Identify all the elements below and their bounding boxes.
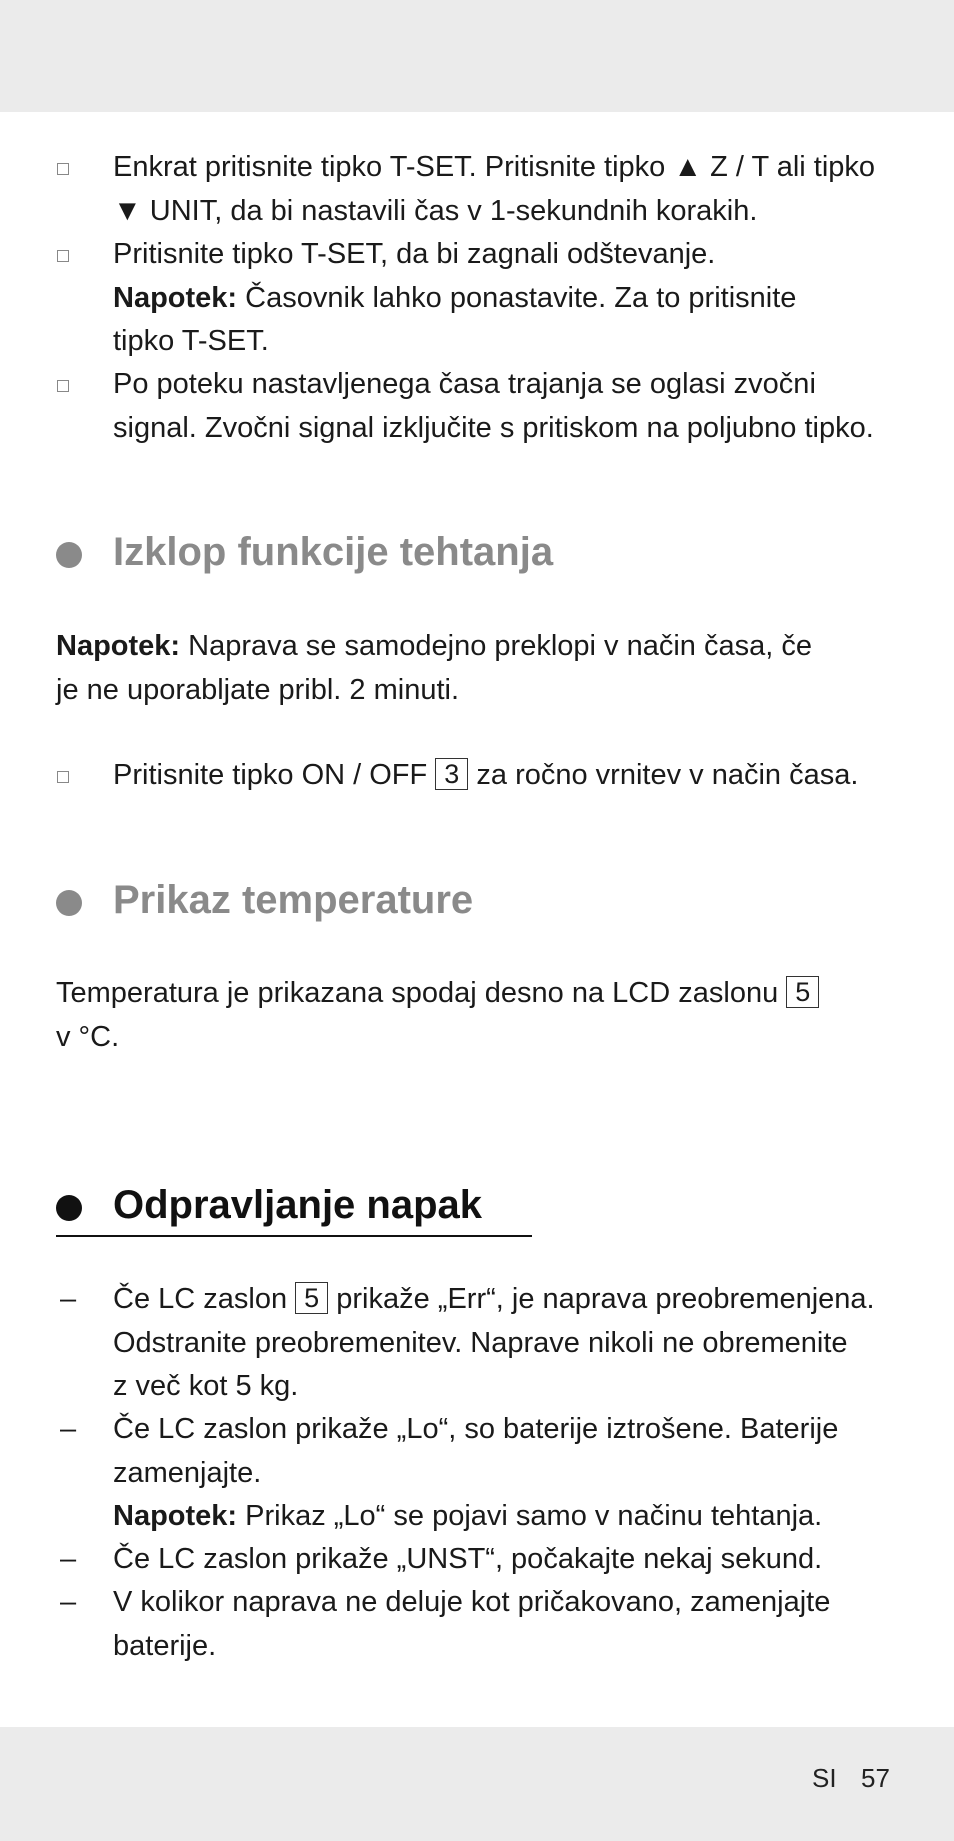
checkbox-bullet-icon <box>57 380 69 392</box>
reference-number-box: 5 <box>295 1282 328 1314</box>
dash-bullet: – <box>60 1413 77 1445</box>
step-2: Pritisnite tipko T-SET, da bi zagnali odštevanje. Napotek: Časovnik lahko ponastavite. Za to pritisnite tipko T-SET. <box>113 233 913 364</box>
step-on-off: Pritisnite tipko ON / OFF 3 za ročno vrnitev v način časa. <box>113 759 859 791</box>
section-heading: Izklop funkcije tehtanja <box>113 530 554 574</box>
section-heading: Odpravljanje napak <box>113 1183 483 1227</box>
section-bullet-icon <box>56 1195 82 1221</box>
section-bullet-icon <box>56 890 82 916</box>
reference-number-box: 5 <box>786 976 819 1008</box>
troubleshoot-item-3: Če LC zaslon prikaže „UNST“, počakajte nekaj sekund. <box>113 1543 823 1575</box>
dash-bullet: – <box>60 1586 77 1618</box>
troubleshoot-item-4: V kolikor naprava ne deluje kot pričakovano, zamenjajte baterije. <box>113 1586 831 1662</box>
reference-number-box: 3 <box>435 758 468 790</box>
step-3: Po poteku nastavljenega časa trajanja se oglasi zvočni signal. Zvočni signal izključite s pritiskom na poljubno tipko. <box>113 368 874 444</box>
troubleshoot-item-1: Če LC zaslon 5 prikaže „Err“, je naprava preobremenjena. Odstranite preobremenitev. Naprave nikoli ne obremenite z več kot 5 kg. <box>113 1283 875 1402</box>
checkbox-bullet-icon <box>57 771 69 783</box>
page-number: 57 <box>861 1763 890 1793</box>
footer-band <box>0 1727 954 1841</box>
temperature-paragraph: Temperatura je prikazana spodaj desno na LCD zaslonu 5 v °C. <box>56 972 926 1059</box>
troubleshoot-item-2: Če LC zaslon prikaže „Lo“, so baterije iztrošene. Baterije zamenjajte. Napotek: Prikaz „Lo“ se pojavi samo v načinu tehtanja. <box>113 1408 913 1539</box>
dash-bullet: – <box>60 1283 77 1315</box>
note: Napotek: Časovnik lahko ponastavite. Za to pritisnite <box>113 281 797 314</box>
checkbox-bullet-icon <box>57 163 69 175</box>
note: Napotek: Prikaz „Lo“ se pojavi samo v načinu tehtanja. <box>113 1500 823 1532</box>
note-paragraph: Napotek: Naprava se samodejno preklopi v način časa, če je ne uporabljate pribl. 2 minuti. <box>56 630 812 706</box>
section-heading: Prikaz temperature <box>113 878 474 922</box>
step-1: Enkrat pritisnite tipko T-SET. Pritisnite tipko ▲ Z / T ali tipko ▼ UNIT, da bi nastavili čas v 1-sekundnih korakih. <box>113 151 876 227</box>
section-bullet-icon <box>56 542 82 568</box>
header-band <box>0 0 954 112</box>
checkbox-bullet-icon <box>57 250 69 262</box>
dash-bullet: – <box>60 1543 77 1575</box>
footer-language: SI <box>812 1763 837 1793</box>
heading-underline <box>56 1235 532 1237</box>
